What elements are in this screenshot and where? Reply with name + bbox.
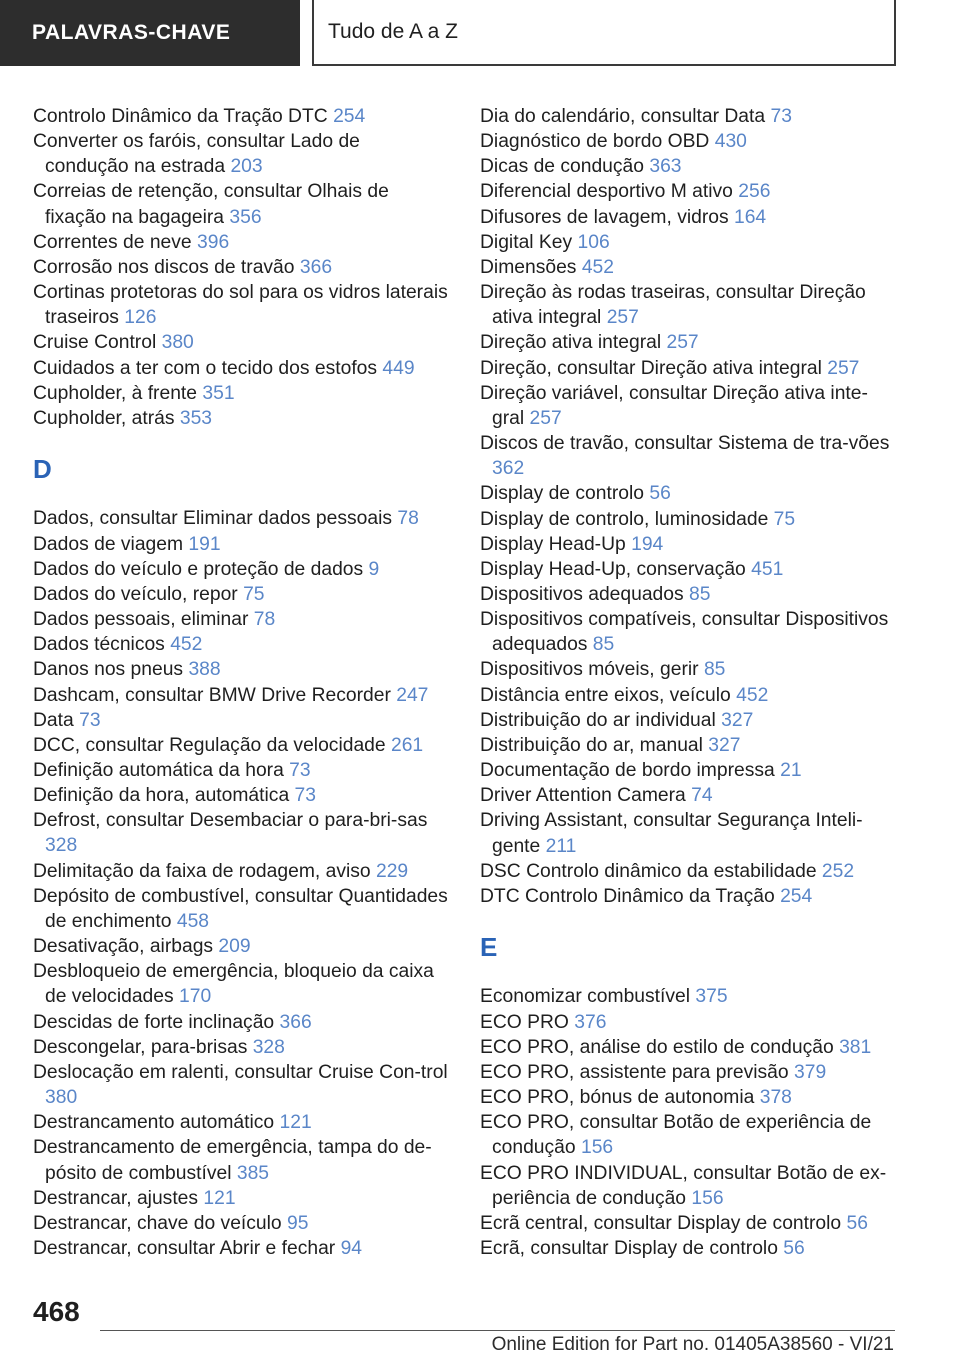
footer-edition-text: Online Edition for Part no. 01405A38560 - VI/21 [491,1334,894,1355]
index-entry-text: Cortinas protetoras do sol para os vidros laterais traseiros [33,282,448,329]
index-entry [480,859,890,884]
index-entry [33,406,448,431]
index-entry-text: Dados do veículo, repor [33,583,238,605]
index-entry [33,1135,448,1185]
index-page-link[interactable]: 261 [390,734,424,756]
index-page-link[interactable]: 353 [179,407,213,429]
index-page-link[interactable]: 366 [279,1011,312,1033]
index-page-link[interactable]: 164 [733,206,767,228]
index-entry-text: Distância entre eixos, veículo [480,684,731,706]
index-page-link[interactable]: 203 [230,156,263,178]
index-entry [480,1085,890,1110]
index-page-link[interactable]: 9 [368,558,380,580]
index-entry-text: Correntes de neve [33,231,192,253]
index-page-link[interactable]: 56 [846,1212,868,1234]
index-entry [480,582,890,607]
index-entry-text: Defrost, consultar Desembaciar o para-bri-sas [33,810,428,832]
index-page-link[interactable]: 380 [161,332,194,354]
index-page-link[interactable]: 247 [396,684,429,706]
index-entry [480,154,890,179]
index-entry-text: Dados pessoais, eliminar [33,609,249,631]
index-page-link[interactable]: 85 [592,634,615,656]
title-tab-label: Tudo de A a Z [328,20,458,43]
index-entry-text: ECO PRO INDIVIDUAL, consultar Botão de ex-periência de condução [480,1162,887,1209]
index-entry [33,657,448,682]
index-entry [33,557,448,582]
index-page-link[interactable]: 73 [294,785,316,807]
index-entry [33,884,448,934]
index-entry [480,984,890,1009]
index-entry-text: Destrancamento de emergência, tampa do de-pósito de combustível [33,1137,432,1184]
index-entry-text: Correias de retenção, consultar Olhais de fixação na bagageira [33,181,389,228]
index-page-link[interactable]: 73 [289,760,311,782]
index-entry-text: Diferencial desportivo M ativo [480,181,733,203]
index-entry [33,934,448,959]
index-entry-text: Definição automática da hora [33,760,284,782]
index-page-link[interactable]: 126 [124,307,157,329]
index-entry [33,708,448,733]
index-page-link[interactable]: 379 [794,1061,827,1083]
index-page-link[interactable]: 121 [279,1112,312,1134]
index-entry [480,481,890,506]
index-entry [33,280,448,330]
index-entry [480,129,890,154]
index-page-link[interactable]: 328 [252,1036,285,1058]
index-entry [33,532,448,557]
index-page-link[interactable]: 381 [839,1036,872,1058]
index-entry-text: Driving Assistant, consultar Segurança Inteli-gente [480,810,863,857]
index-entry-text: ECO PRO, assistente para previsão [480,1061,789,1083]
index-entry-text: Definição da hora, automática [33,785,290,807]
index-letter-heading: D [33,453,52,484]
index-entry-text: Desativação, airbags [33,936,214,958]
index-entry-text: Display de controlo [480,483,644,505]
index-entry-text: Documentação de bordo impressa [480,760,775,782]
index-entry-text: Corrosão nos discos de travão [33,256,295,278]
index-entry-text: Dados de viagem [33,533,184,555]
index-page-link[interactable]: 458 [176,910,210,932]
index-entry [480,808,890,858]
index-entry-text: Dia do calendário, consultar Data [480,106,766,127]
index-entry-text: Economizar combustível [480,986,691,1008]
index-entry-text: DSC Controlo dinâmico da estabilidade [480,860,817,882]
index-entry [33,733,448,758]
index-entry [33,783,448,808]
index-entry-text: ECO PRO, bónus de autonomia [480,1087,755,1109]
index-entry [33,859,448,884]
index-entry-text: Direção ativa integral [480,332,662,354]
index-page-link[interactable]: 351 [202,382,235,404]
index-entry-text: Ecrã central, consultar Display de controlo [480,1212,842,1234]
index-page-link[interactable]: 451 [751,558,784,580]
index-entry [33,1010,448,1035]
index-entry [480,431,890,481]
index-entry [480,783,890,808]
footer-divider [100,1330,895,1331]
index-letter-heading: E [480,931,498,962]
index-entry-text: Depósito de combustível, consultar Quantidades de enchimento [33,885,448,932]
index-entry [480,1236,890,1261]
index-page-link[interactable]: 362 [492,458,525,480]
index-page-link[interactable]: 78 [397,508,419,530]
index-entry-text: Direção variável, consultar Direção ativa inte-gral [480,382,868,429]
index-entry [33,808,448,858]
index-entry-text: Diagnóstico de bordo OBD [480,131,710,153]
index-entry [33,607,448,632]
index-entry-text: Descidas de forte inclinação [33,1011,275,1033]
index-page-link[interactable]: 95 [287,1212,309,1234]
index-entry [480,607,890,657]
index-entry-text: Direção, consultar Direção ativa integral [480,357,822,379]
index-entry-text: Data [33,709,74,731]
index-page-link[interactable]: 229 [375,860,409,882]
index-entry [33,356,448,381]
title-tab [312,0,896,66]
index-entry-text: Display Head-Up, conservação [480,558,746,580]
index-entry-text: Cruise Control [33,332,157,354]
index-page-link[interactable]: 73 [79,709,101,731]
index-entry [33,179,448,229]
index-entry [480,230,890,255]
section-tab-label: PALAVRAS-CHAVE [32,21,231,44]
index-page-link[interactable]: 388 [188,659,221,681]
index-entry [33,1110,448,1135]
index-entry-text: ECO PRO [480,1011,569,1033]
index-page-link[interactable]: 194 [631,533,664,555]
index-page-link[interactable]: 363 [649,156,682,178]
index-page-link[interactable]: 380 [45,1087,78,1109]
index-entry-text: Cuidados a ter com o tecido dos estofos [33,357,378,379]
index-page-link[interactable]: 366 [299,256,333,278]
index-entry [480,179,890,204]
index-page-link[interactable]: 430 [714,131,747,153]
index-entry [33,632,448,657]
index-entry-text: ECO PRO, consultar Botão de experiência de condução [480,1112,872,1159]
index-entry [33,1186,448,1211]
index-entry [480,1010,890,1035]
index-entry [480,708,890,733]
index-entry-text: ECO PRO, análise do estilo de condução [480,1036,834,1058]
index-entry [33,1035,448,1060]
index-page-link[interactable]: 106 [577,231,610,253]
index-entry [480,205,890,230]
index-entry-text: Controlo Dinâmico da Tração DTC [33,106,328,127]
index-page-link[interactable]: 356 [229,206,262,228]
index-entry-text: Danos nos pneus [33,659,184,681]
index-page-link[interactable]: 21 [780,760,802,782]
index-page-link[interactable]: 156 [691,1187,724,1209]
index-entry [480,657,890,682]
index-entry-text: Driver Attention Camera [480,785,686,807]
index-entry-text: Discos de travão, consultar Sistema de tra-vões [480,433,890,455]
index-entry [33,104,448,129]
index-entry [480,356,890,381]
index-entry [33,381,448,406]
index-page-link[interactable]: 257 [666,332,699,354]
index-page-link[interactable]: 396 [197,231,230,253]
index-page-link[interactable]: 256 [738,181,771,203]
index-page-link[interactable]: 252 [821,860,855,882]
index-entry-text: Dimensões [480,256,577,278]
index-entry [480,280,890,330]
index-entry-text: Distribuição do ar individual [480,709,716,731]
index-entry-text: Dispositivos móveis, gerir [480,659,699,681]
index-page-link[interactable]: 73 [770,106,792,127]
page-number: 468 [33,1296,80,1327]
index-entry [480,1110,890,1160]
index-page-link[interactable]: 452 [736,684,769,706]
index-entry [480,1161,890,1211]
index-entry [480,1060,890,1085]
index-page-link[interactable]: 327 [708,734,741,756]
index-page-link[interactable]: 452 [581,256,614,278]
index-entry-text: Display de controlo, luminosidade [480,508,769,530]
index-entry-text: DCC, consultar Regulação da velocidade [33,734,386,756]
index-page-link[interactable]: 94 [340,1237,363,1259]
index-entry [33,959,448,1009]
index-entry-text: Converter os faróis, consultar Lado de condução na estrada [33,131,360,178]
index-entry [33,1236,448,1261]
index-page-link[interactable]: 56 [649,483,671,505]
index-entry [480,884,890,909]
index-page-link[interactable]: 85 [703,659,726,681]
index-page-link[interactable]: 449 [382,357,415,379]
index-page-link[interactable]: 254 [780,885,813,907]
index-entry-text: Dados, consultar Eliminar dados pessoais [33,508,393,530]
index-entry-text: Dicas de condução [480,156,644,178]
index-entry-text: Delimitação da faixa de rodagem, aviso [33,860,371,882]
index-entry-text: Deslocação em ralenti, consultar Cruise Con-trol [33,1061,448,1083]
index-page-link[interactable]: 156 [580,1137,614,1159]
index-entry-text: Digital Key [480,231,573,253]
index-entry [33,129,448,179]
index-entry [480,683,890,708]
index-entry [480,758,890,783]
index-page-link[interactable]: 328 [45,835,78,857]
index-page-link[interactable]: 375 [695,986,728,1008]
index-page-link[interactable]: 378 [759,1087,792,1109]
index-page-link[interactable]: 74 [691,785,713,807]
index-entry-text: Direção às rodas traseiras, consultar Direção ativa integral [480,282,866,329]
index-entry-text: Dados técnicos [33,634,165,656]
index-column-right [480,104,890,1261]
index-page-link[interactable]: 257 [529,407,562,429]
index-page-link[interactable]: 75 [243,583,265,605]
index-page-link[interactable]: 85 [689,583,711,605]
index-page-link[interactable]: 209 [218,936,251,958]
index-entry-text: Distribuição do ar, manual [480,734,703,756]
index-entry-text: Dashcam, consultar BMW Drive Recorder [33,684,391,706]
index-entry [33,1060,448,1110]
index-entry [33,683,448,708]
index-entry-text: Ecrã, consultar Display de controlo [480,1237,778,1259]
index-entry [480,330,890,355]
index-entry [33,255,448,280]
index-entry-text: Difusores de lavagem, vidros [480,206,729,228]
index-entry [480,255,890,280]
index-page-link[interactable]: 327 [721,709,754,731]
index-page-link[interactable]: 211 [545,835,577,857]
index-entry [480,557,890,582]
index-entry-text: DTC Controlo Dinâmico da Tração [480,885,775,907]
index-page-link[interactable]: 191 [188,533,221,555]
index-entry-text: Dispositivos adequados [480,583,684,605]
index-entry-text: Cupholder, atrás [33,407,175,429]
index-entry [480,507,890,532]
index-entry-text: Dados do veículo e proteção de dados [33,558,364,580]
index-entry [480,381,890,431]
index-page-link[interactable]: 56 [783,1237,805,1259]
index-entry [33,330,448,355]
index-entry [33,582,448,607]
index-page-link[interactable]: 385 [236,1162,270,1184]
index-entry-text: Cupholder, à frente [33,382,198,404]
index-entry-text: Descongelar, para-brisas [33,1036,248,1058]
index-entry-text: Destrancar, consultar Abrir e fechar [33,1237,336,1259]
index-entry [33,230,448,255]
index-entry-text: Destrancar, ajustes [33,1187,199,1209]
index-entry-text: Desbloqueio de emergência, bloqueio da caixa de velocidades [33,961,434,1008]
index-entry [33,1211,448,1236]
index-page-link[interactable]: 121 [203,1187,236,1209]
index-entry [33,758,448,783]
index-page-link[interactable]: 75 [773,508,796,530]
index-page-link[interactable]: 376 [574,1011,607,1033]
index-entry [480,532,890,557]
index-entry-text: Display Head-Up [480,533,626,555]
index-page-link[interactable]: 452 [170,634,203,656]
index-entry [480,1035,890,1060]
index-entry [480,733,890,758]
index-page-link[interactable]: 254 [333,106,366,127]
index-entry [480,1211,890,1236]
index-page-link[interactable]: 170 [179,986,212,1008]
index-entry-text: Destrancar, chave do veículo [33,1212,282,1234]
index-entry [480,104,890,129]
index-page-link[interactable]: 78 [253,609,276,631]
section-tab [0,0,300,66]
index-entry-text: Dispositivos compatíveis, consultar Dispositivos adequados [480,609,889,656]
index-entry-text: Destrancamento automático [33,1112,275,1134]
index-column-left [33,104,448,1261]
index-page-link[interactable]: 257 [606,307,639,329]
index-entry [33,506,448,531]
index-page-link[interactable]: 257 [827,357,860,379]
